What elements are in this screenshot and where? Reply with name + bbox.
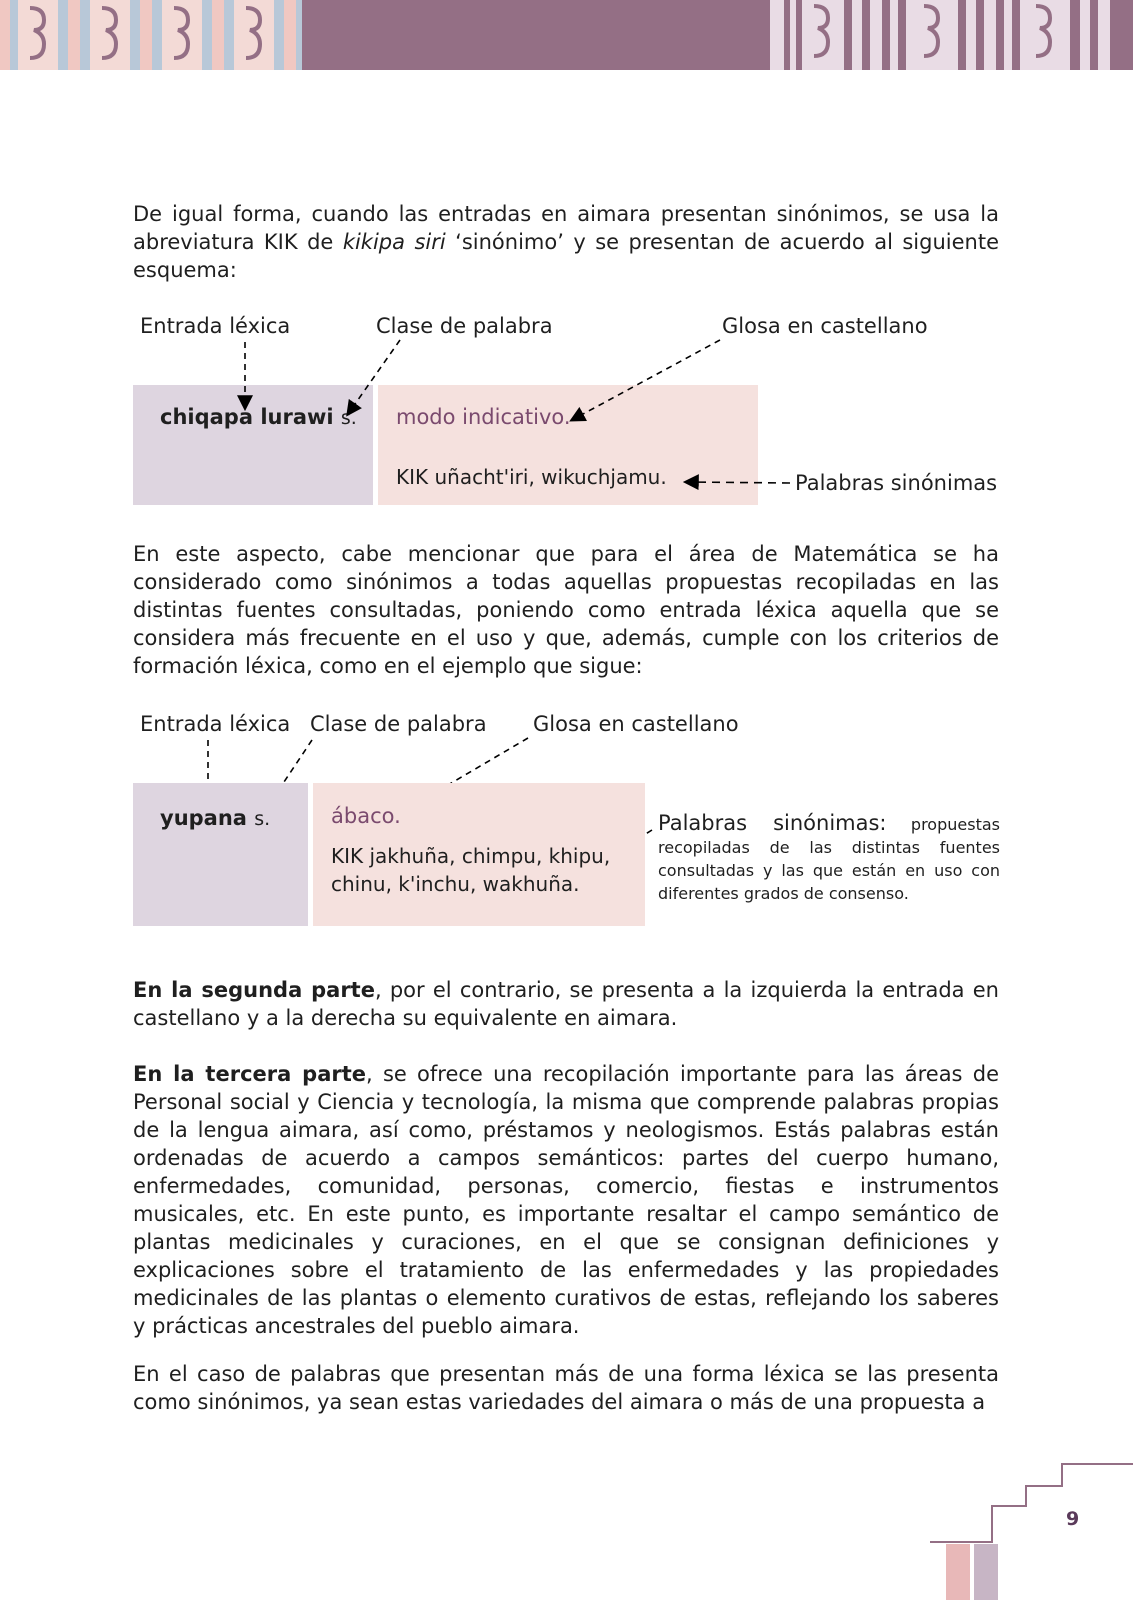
paragraph-3 bbox=[133, 976, 999, 1032]
diagram2-synonyms-line1: KIK jakhuña, chimpu, khipu, bbox=[331, 844, 611, 868]
paragraph-4 bbox=[133, 1060, 999, 1340]
diagram2-label-gloss: Glosa en castellano bbox=[533, 712, 739, 736]
diagram2-headword bbox=[160, 806, 270, 830]
diagram1-label-class: Clase de palabra bbox=[376, 314, 553, 338]
intro-text-2: ‘sinónimo’ y se presentan de acuerdo al siguiente esquema: bbox=[133, 230, 999, 282]
paragraph-3-text: , por el contrario, se presenta a la izquierda la entrada en castellano y a la derecha su equivalente en aimara. bbox=[133, 978, 999, 1030]
diagram1-word-class: s. bbox=[340, 407, 357, 429]
paragraph-5: En el caso de palabras que presentan más de una forma léxica se las presenta como sinónimos, ya sean estas variedades del aimara o más de una propuesta a bbox=[133, 1362, 999, 1414]
page-number: 9 bbox=[1066, 1508, 1080, 1530]
diagram1-label-gloss: Glosa en castellano bbox=[722, 314, 928, 338]
diagram2-note-title: Palabras sinónimas: bbox=[658, 811, 887, 835]
diagram2-label-class: Clase de palabra bbox=[310, 712, 487, 736]
diagram1-label-entry: Entrada léxica bbox=[140, 314, 291, 338]
diagram2-synonyms-line2: chinu, k'inchu, wakhuña. bbox=[331, 872, 580, 896]
diagram2-synonyms-note bbox=[658, 812, 1000, 905]
diagram2-word-class: s. bbox=[254, 808, 271, 830]
paragraph-3-bold: En la segunda parte bbox=[133, 978, 375, 1002]
paragraph-4-bold: En la tercera parte bbox=[133, 1062, 367, 1086]
diagram2-headword-box bbox=[133, 783, 308, 926]
diagram2-gloss: ábaco. bbox=[331, 804, 401, 828]
paragraph-4-text: , se ofrece una recopilación importante para las áreas de Personal social y Ciencia y tecnología, la misma que comprende palabras propias de la lengua aimara, así como, préstamos y neologismos. Estás palabras están ordenadas de acuerdo a campos semánticos: partes del cuerpo humano, enfermedades, comunidad, personas, comercio, fiestas e instrumentos musicales, etc. En este punto, es importante resaltar el campo semántico de plantas medicinales y curaciones, en el que se consignan definiciones y explicaciones sobre el tratamiento de las enfermedades y las propiedades medicinales de las plantas o elemento curativos de estas, reflejando los saberes y prácticas ancestrales del pueblo aimara. bbox=[133, 1062, 999, 1338]
footer-steps-decoration bbox=[930, 1460, 1133, 1600]
diagram1-synonyms: KIK uñacht'iri, wikuchjamu. bbox=[396, 465, 667, 489]
diagram2-note-text: propuestas recopiladas de las distintas fuentes consultadas y las que están en uso con diferentes grados de consenso. bbox=[658, 815, 1000, 903]
intro-text-1: De igual forma, cuando las entradas en aimara presentan sinónimos, se usa la abreviatura KIK de bbox=[133, 202, 999, 254]
diagram1-gloss: modo indicativo. bbox=[396, 405, 571, 429]
diagram2-headword-text: yupana bbox=[160, 806, 247, 830]
diagram2-label-entry: Entrada léxica bbox=[140, 712, 291, 736]
diagram2-synonyms bbox=[331, 842, 610, 898]
paragraph-2: En este aspecto, cabe mencionar que para el área de Matemática se ha considerado como sinónimos a todas aquellas propuestas recopiladas en las distintas fuentes consultadas, poniendo como entrada léxica aquella que se considera más frecuente en el uso y que, además, cumple con los criterios de formación léxica, como en el ejemplo que sigue: bbox=[133, 542, 999, 678]
diagram1-headword-text: chiqapa lurawi bbox=[160, 405, 334, 429]
diagram1-synonyms-label: Palabras sinónimas bbox=[795, 471, 998, 495]
intro-italic-term: kikipa siri bbox=[342, 230, 446, 254]
